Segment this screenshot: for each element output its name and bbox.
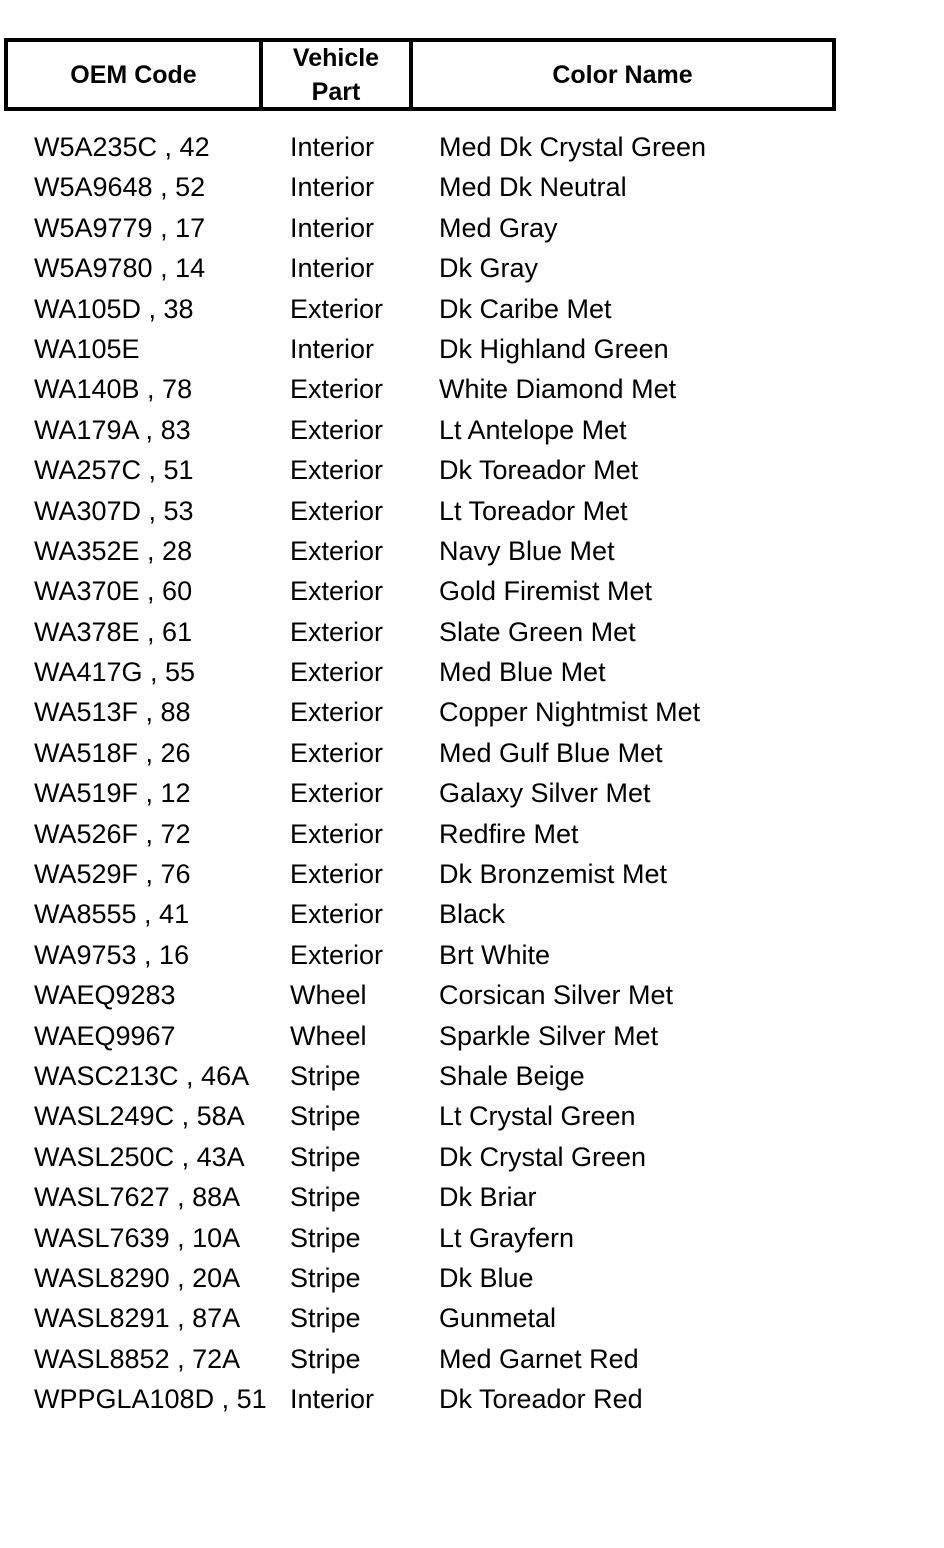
table-row	[0, 167, 944, 207]
color-name-cell: Black	[439, 899, 506, 930]
table-row	[0, 1096, 944, 1136]
oem-code-cell: WA519F , 12	[34, 778, 191, 809]
vehicle-part-cell: Exterior	[290, 657, 384, 688]
oem-code-cell: WASC213C , 46A	[34, 1060, 250, 1091]
oem-code-cell: WA352E , 28	[34, 535, 193, 566]
table-row	[0, 410, 944, 450]
color-name-cell: Med Gulf Blue Met	[439, 737, 663, 768]
oem-code-cell: W5A9648 , 52	[34, 172, 206, 203]
table-row	[0, 1298, 944, 1338]
color-name-cell: Navy Blue Met	[439, 535, 615, 566]
color-name-cell: Corsican Silver Met	[439, 980, 674, 1011]
table-row	[0, 329, 944, 369]
table-row	[0, 894, 944, 934]
table-row	[0, 127, 944, 167]
oem-code-cell: WA513F , 88	[34, 697, 191, 728]
table-row	[0, 248, 944, 288]
oem-code-cell: WASL250C , 43A	[34, 1141, 245, 1172]
table-row	[0, 1379, 944, 1419]
vehicle-part-cell: Stripe	[290, 1141, 361, 1172]
color-name-cell: Dk Caribe Met	[439, 293, 612, 324]
vehicle-part-cell: Exterior	[290, 576, 384, 607]
table-row	[0, 1056, 944, 1096]
oem-code-cell: WASL8290 , 20A	[34, 1262, 241, 1293]
vehicle-part-cell: Exterior	[290, 737, 384, 768]
oem-code-cell: WA8555 , 41	[34, 899, 190, 930]
vehicle-part-cell: Interior	[290, 132, 375, 162]
oem-code-cell: WA378E , 61	[34, 616, 193, 647]
oem-code-cell: WPPGLA108D , 51	[34, 1384, 267, 1415]
color-name-cell: Dk Blue	[439, 1262, 534, 1293]
vehicle-part-cell: Exterior	[290, 414, 384, 445]
table-row	[0, 450, 944, 490]
table-header	[4, 38, 836, 111]
oem-code-cell: WAEQ9283	[34, 980, 176, 1011]
oem-code-cell: WA417G , 55	[34, 657, 196, 688]
oem-code-cell: WA529F , 76	[34, 859, 191, 890]
color-name-cell: White Diamond Met	[439, 374, 677, 405]
oem-code-cell: WASL7639 , 10A	[34, 1222, 241, 1253]
vehicle-part-cell: Wheel	[290, 1020, 367, 1051]
oem-code-cell: W5A9780 , 14	[34, 253, 206, 284]
oem-code-cell: WA9753 , 16	[34, 939, 190, 970]
color-name-cell: Med Garnet Red	[439, 1343, 639, 1374]
table-row	[0, 491, 944, 531]
oem-code-cell: WA526F , 72	[34, 818, 191, 849]
vehicle-part-cell: Stripe	[290, 1222, 361, 1253]
oem-code-cell: WASL249C , 58A	[34, 1101, 245, 1132]
color-name-cell: Med Dk Neutral	[439, 172, 627, 203]
table-row	[0, 1339, 944, 1379]
table-row	[0, 1016, 944, 1056]
color-name-cell: Galaxy Silver Met	[439, 778, 651, 809]
table-row	[0, 369, 944, 409]
table-row	[0, 935, 944, 975]
color-name-cell: Dk Bronzemist Met	[439, 859, 668, 890]
vehicle-part-cell: Interior	[290, 172, 375, 203]
vehicle-part-cell: Interior	[290, 1384, 375, 1415]
oem-code-cell: WA140B , 78	[34, 374, 193, 405]
oem-code-cell: WAEQ9967	[34, 1020, 176, 1051]
vehicle-part-cell: Exterior	[290, 697, 384, 728]
vehicle-part-cell: Stripe	[290, 1060, 361, 1091]
color-name-cell: Med Dk Crystal Green	[439, 132, 707, 162]
table-row	[0, 773, 944, 813]
color-name-cell: Dk Briar	[439, 1182, 537, 1213]
color-name-cell: Redfire Met	[439, 818, 579, 849]
color-name-cell: Lt Toreador Met	[439, 495, 628, 526]
table-row	[0, 975, 944, 1015]
vehicle-part-cell: Stripe	[290, 1182, 361, 1213]
vehicle-part-cell: Exterior	[290, 495, 384, 526]
color-name-cell: Gold Firemist Met	[439, 576, 653, 607]
table-row	[0, 612, 944, 652]
oem-code-cell: WA370E , 60	[34, 576, 193, 607]
oem-code-cell: WA179A , 83	[34, 414, 191, 445]
vehicle-part-cell: Interior	[290, 212, 375, 243]
table-body	[0, 127, 944, 1420]
table-row	[0, 208, 944, 248]
vehicle-part-cell: Exterior	[290, 293, 384, 324]
color-name-cell: Lt Crystal Green	[439, 1101, 636, 1132]
color-name-cell: Dk Toreador Met	[439, 455, 639, 486]
vehicle-part-cell: Exterior	[290, 818, 384, 849]
oem-code-cell: W5A9779 , 17	[34, 212, 206, 243]
color-name-cell: Med Blue Met	[439, 657, 606, 688]
vehicle-part-cell: Exterior	[290, 455, 384, 486]
vehicle-part-cell: Stripe	[290, 1262, 361, 1293]
table-row	[0, 1177, 944, 1217]
oem-code-cell: WASL8852 , 72A	[34, 1343, 241, 1374]
color-name-cell: Med Gray	[439, 212, 558, 243]
table-row	[0, 1218, 944, 1258]
table-row	[0, 1258, 944, 1298]
oem-code-cell: WA518F , 26	[34, 737, 191, 768]
color-name-cell: Lt Antelope Met	[439, 414, 627, 445]
color-name-cell: Shale Beige	[439, 1060, 585, 1091]
color-name-cell: Dk Crystal Green	[439, 1141, 647, 1172]
vehicle-part-cell: Exterior	[290, 535, 384, 566]
table-row	[0, 814, 944, 854]
vehicle-part-cell: Interior	[290, 333, 375, 364]
column-header-vehicle-part: Vehicle Part	[263, 42, 413, 107]
column-header-color-name: Color Name	[552, 60, 693, 89]
table-row	[0, 692, 944, 732]
table-row	[0, 652, 944, 692]
vehicle-part-cell: Interior	[290, 253, 375, 284]
oem-code-cell: WA307D , 53	[34, 495, 194, 526]
oem-code-cell: WASL7627 , 88A	[34, 1182, 241, 1213]
table-row	[0, 854, 944, 894]
oem-code-cell: WASL8291 , 87A	[34, 1303, 241, 1334]
table-row	[0, 733, 944, 773]
vehicle-part-cell: Exterior	[290, 899, 384, 930]
color-name-cell: Brt White	[439, 939, 551, 970]
oem-code-cell: W5A235C , 42	[34, 132, 210, 162]
vehicle-part-cell: Exterior	[290, 374, 384, 405]
color-name-cell: Lt Grayfern	[439, 1222, 575, 1253]
color-name-cell: Dk Toreador Red	[439, 1384, 643, 1415]
vehicle-part-cell: Exterior	[290, 778, 384, 809]
color-name-cell: Gunmetal	[439, 1303, 557, 1334]
vehicle-part-cell: Stripe	[290, 1343, 361, 1374]
vehicle-part-cell: Stripe	[290, 1303, 361, 1334]
column-header-oem-code: OEM Code	[8, 42, 263, 107]
vehicle-part-cell: Stripe	[290, 1101, 361, 1132]
color-name-cell: Dk Highland Green	[439, 333, 669, 364]
color-name-cell: Copper Nightmist Met	[439, 697, 701, 728]
color-name-cell: Dk Gray	[439, 253, 539, 284]
vehicle-part-cell: Wheel	[290, 980, 367, 1011]
oem-code-cell: WA105E	[34, 333, 140, 364]
table-row	[0, 571, 944, 611]
vehicle-part-cell: Exterior	[290, 859, 384, 890]
table-row	[0, 289, 944, 329]
oem-code-cell: WA105D , 38	[34, 293, 194, 324]
vehicle-part-cell: Exterior	[290, 616, 384, 647]
table-row	[0, 531, 944, 571]
oem-code-cell: WA257C , 51	[34, 455, 194, 486]
color-name-cell: Slate Green Met	[439, 616, 636, 647]
vehicle-part-cell: Exterior	[290, 939, 384, 970]
table-row	[0, 1137, 944, 1177]
color-name-cell: Sparkle Silver Met	[439, 1020, 659, 1051]
